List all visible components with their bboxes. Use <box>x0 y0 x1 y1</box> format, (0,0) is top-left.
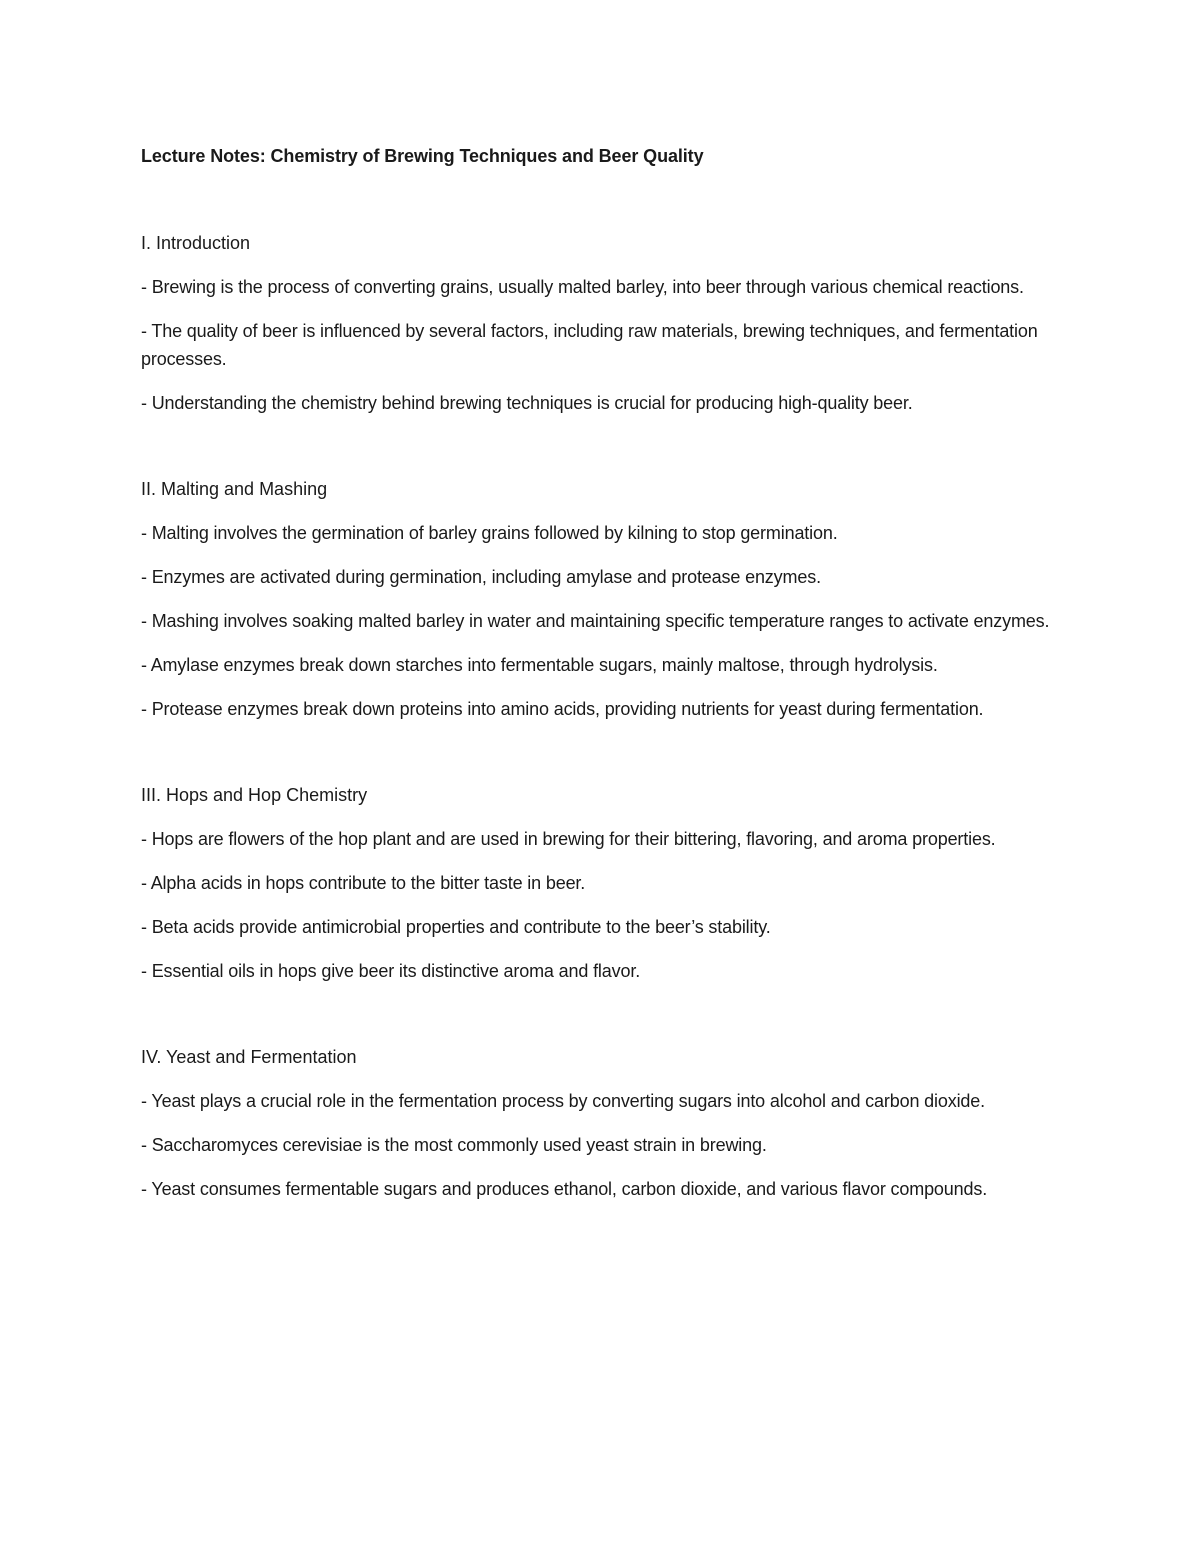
bullet-item: - Beta acids provide antimicrobial properties and contribute to the beer’s stability. <box>141 913 1056 941</box>
bullet-item: - Essential oils in hops give beer its distinctive aroma and flavor. <box>141 957 1056 985</box>
bullet-item: - Amylase enzymes break down starches into fermentable sugars, mainly maltose, through hydrolysis. <box>141 651 1056 679</box>
document-title: Lecture Notes: Chemistry of Brewing Techniques and Beer Quality <box>141 146 704 166</box>
section-malting-mashing <box>141 475 1056 723</box>
document-page <box>141 142 1056 1219</box>
bullet-item: - Enzymes are activated during germination, including amylase and protease enzymes. <box>141 563 1056 591</box>
bullet-item: - Saccharomyces cerevisiae is the most commonly used yeast strain in brewing. <box>141 1131 1056 1159</box>
bullet-item: - Yeast consumes fermentable sugars and produces ethanol, carbon dioxide, and various flavor compounds. <box>141 1175 1056 1203</box>
bullet-item: - Malting involves the germination of barley grains followed by kilning to stop germination. <box>141 519 1056 547</box>
bullet-item: - Alpha acids in hops contribute to the bitter taste in beer. <box>141 869 1056 897</box>
bullet-item: - Protease enzymes break down proteins into amino acids, providing nutrients for yeast during fermentation. <box>141 695 1056 723</box>
section-yeast-fermentation <box>141 1043 1056 1203</box>
section-introduction <box>141 229 1056 417</box>
section-heading: II. Malting and Mashing <box>141 479 328 499</box>
bullet-item: - Yeast plays a crucial role in the fermentation process by converting sugars into alcohol and carbon dioxide. <box>141 1087 1056 1115</box>
bullet-item: - The quality of beer is influenced by several factors, including raw materials, brewing techniques, and fermentation processes. <box>141 317 1056 373</box>
bullet-item: - Brewing is the process of converting grains, usually malted barley, into beer through various chemical reactions. <box>141 273 1056 301</box>
section-heading: IV. Yeast and Fermentation <box>141 1047 357 1067</box>
section-heading: III. Hops and Hop Chemistry <box>141 785 368 805</box>
section-heading: I. Introduction <box>141 233 251 253</box>
bullet-item: - Understanding the chemistry behind brewing techniques is crucial for producing high-quality beer. <box>141 389 1056 417</box>
bullet-item: - Hops are flowers of the hop plant and are used in brewing for their bittering, flavoring, and aroma properties. <box>141 825 1056 853</box>
bullet-item: - Mashing involves soaking malted barley in water and maintaining specific temperature ranges to activate enzymes. <box>141 607 1056 635</box>
section-hops-chemistry <box>141 781 1056 985</box>
